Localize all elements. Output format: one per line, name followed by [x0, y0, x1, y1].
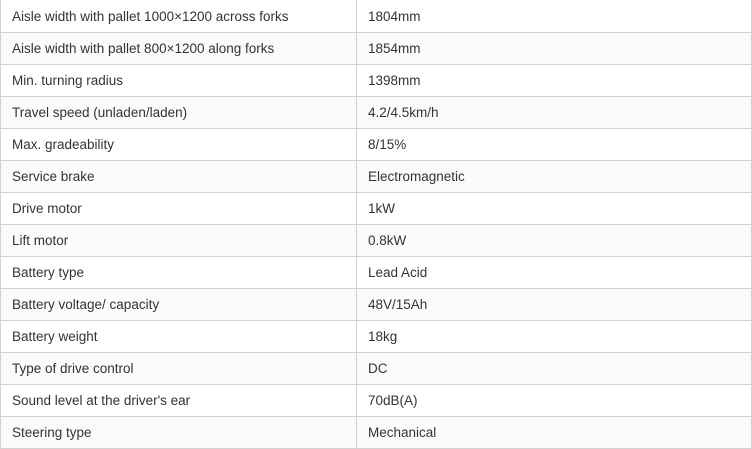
spec-parameter: Drive motor: [1, 193, 357, 225]
table-row: [1, 289, 752, 321]
table-row: [1, 193, 752, 225]
spec-parameter: Battery weight: [1, 321, 357, 353]
table-row: [1, 257, 752, 289]
spec-parameter: Sound level at the driver's ear: [1, 385, 357, 417]
spec-parameter: Travel speed (unladen/laden): [1, 97, 357, 129]
spec-parameter: Steering type: [1, 417, 357, 449]
spec-parameter: Type of drive control: [1, 353, 357, 385]
table-row: [1, 385, 752, 417]
spec-value: 8/15%: [357, 129, 752, 161]
spec-parameter: Aisle width with pallet 800×1200 along forks: [1, 33, 357, 65]
spec-value: 18kg: [357, 321, 752, 353]
spec-value: 4.2/4.5km/h: [357, 97, 752, 129]
spec-value: 1804mm: [357, 0, 752, 33]
spec-parameter: Min. turning radius: [1, 65, 357, 97]
table-row: [1, 417, 752, 449]
spec-value: 1398mm: [357, 65, 752, 97]
table-row: [1, 161, 752, 193]
spec-parameter: Battery voltage/ capacity: [1, 289, 357, 321]
spec-value: 48V/15Ah: [357, 289, 752, 321]
spec-value: Electromagnetic: [357, 161, 752, 193]
spec-value: 0.8kW: [357, 225, 752, 257]
table-row: [1, 97, 752, 129]
table-row: [1, 33, 752, 65]
spec-parameter: Max. gradeability: [1, 129, 357, 161]
spec-value: 1854mm: [357, 33, 752, 65]
table-row: [1, 129, 752, 161]
spec-value: 1kW: [357, 193, 752, 225]
table-row: [1, 321, 752, 353]
spec-table-body: [1, 0, 752, 449]
spec-parameter: Aisle width with pallet 1000×1200 across forks: [1, 0, 357, 33]
table-row: [1, 0, 752, 33]
spec-value: DC: [357, 353, 752, 385]
table-row: [1, 65, 752, 97]
table-row: [1, 225, 752, 257]
spec-parameter: Lift motor: [1, 225, 357, 257]
spec-parameter: Battery type: [1, 257, 357, 289]
spec-value: Mechanical: [357, 417, 752, 449]
spec-value: Lead Acid: [357, 257, 752, 289]
spec-value: 70dB(A): [357, 385, 752, 417]
table-row: [1, 353, 752, 385]
spec-parameter: Service brake: [1, 161, 357, 193]
